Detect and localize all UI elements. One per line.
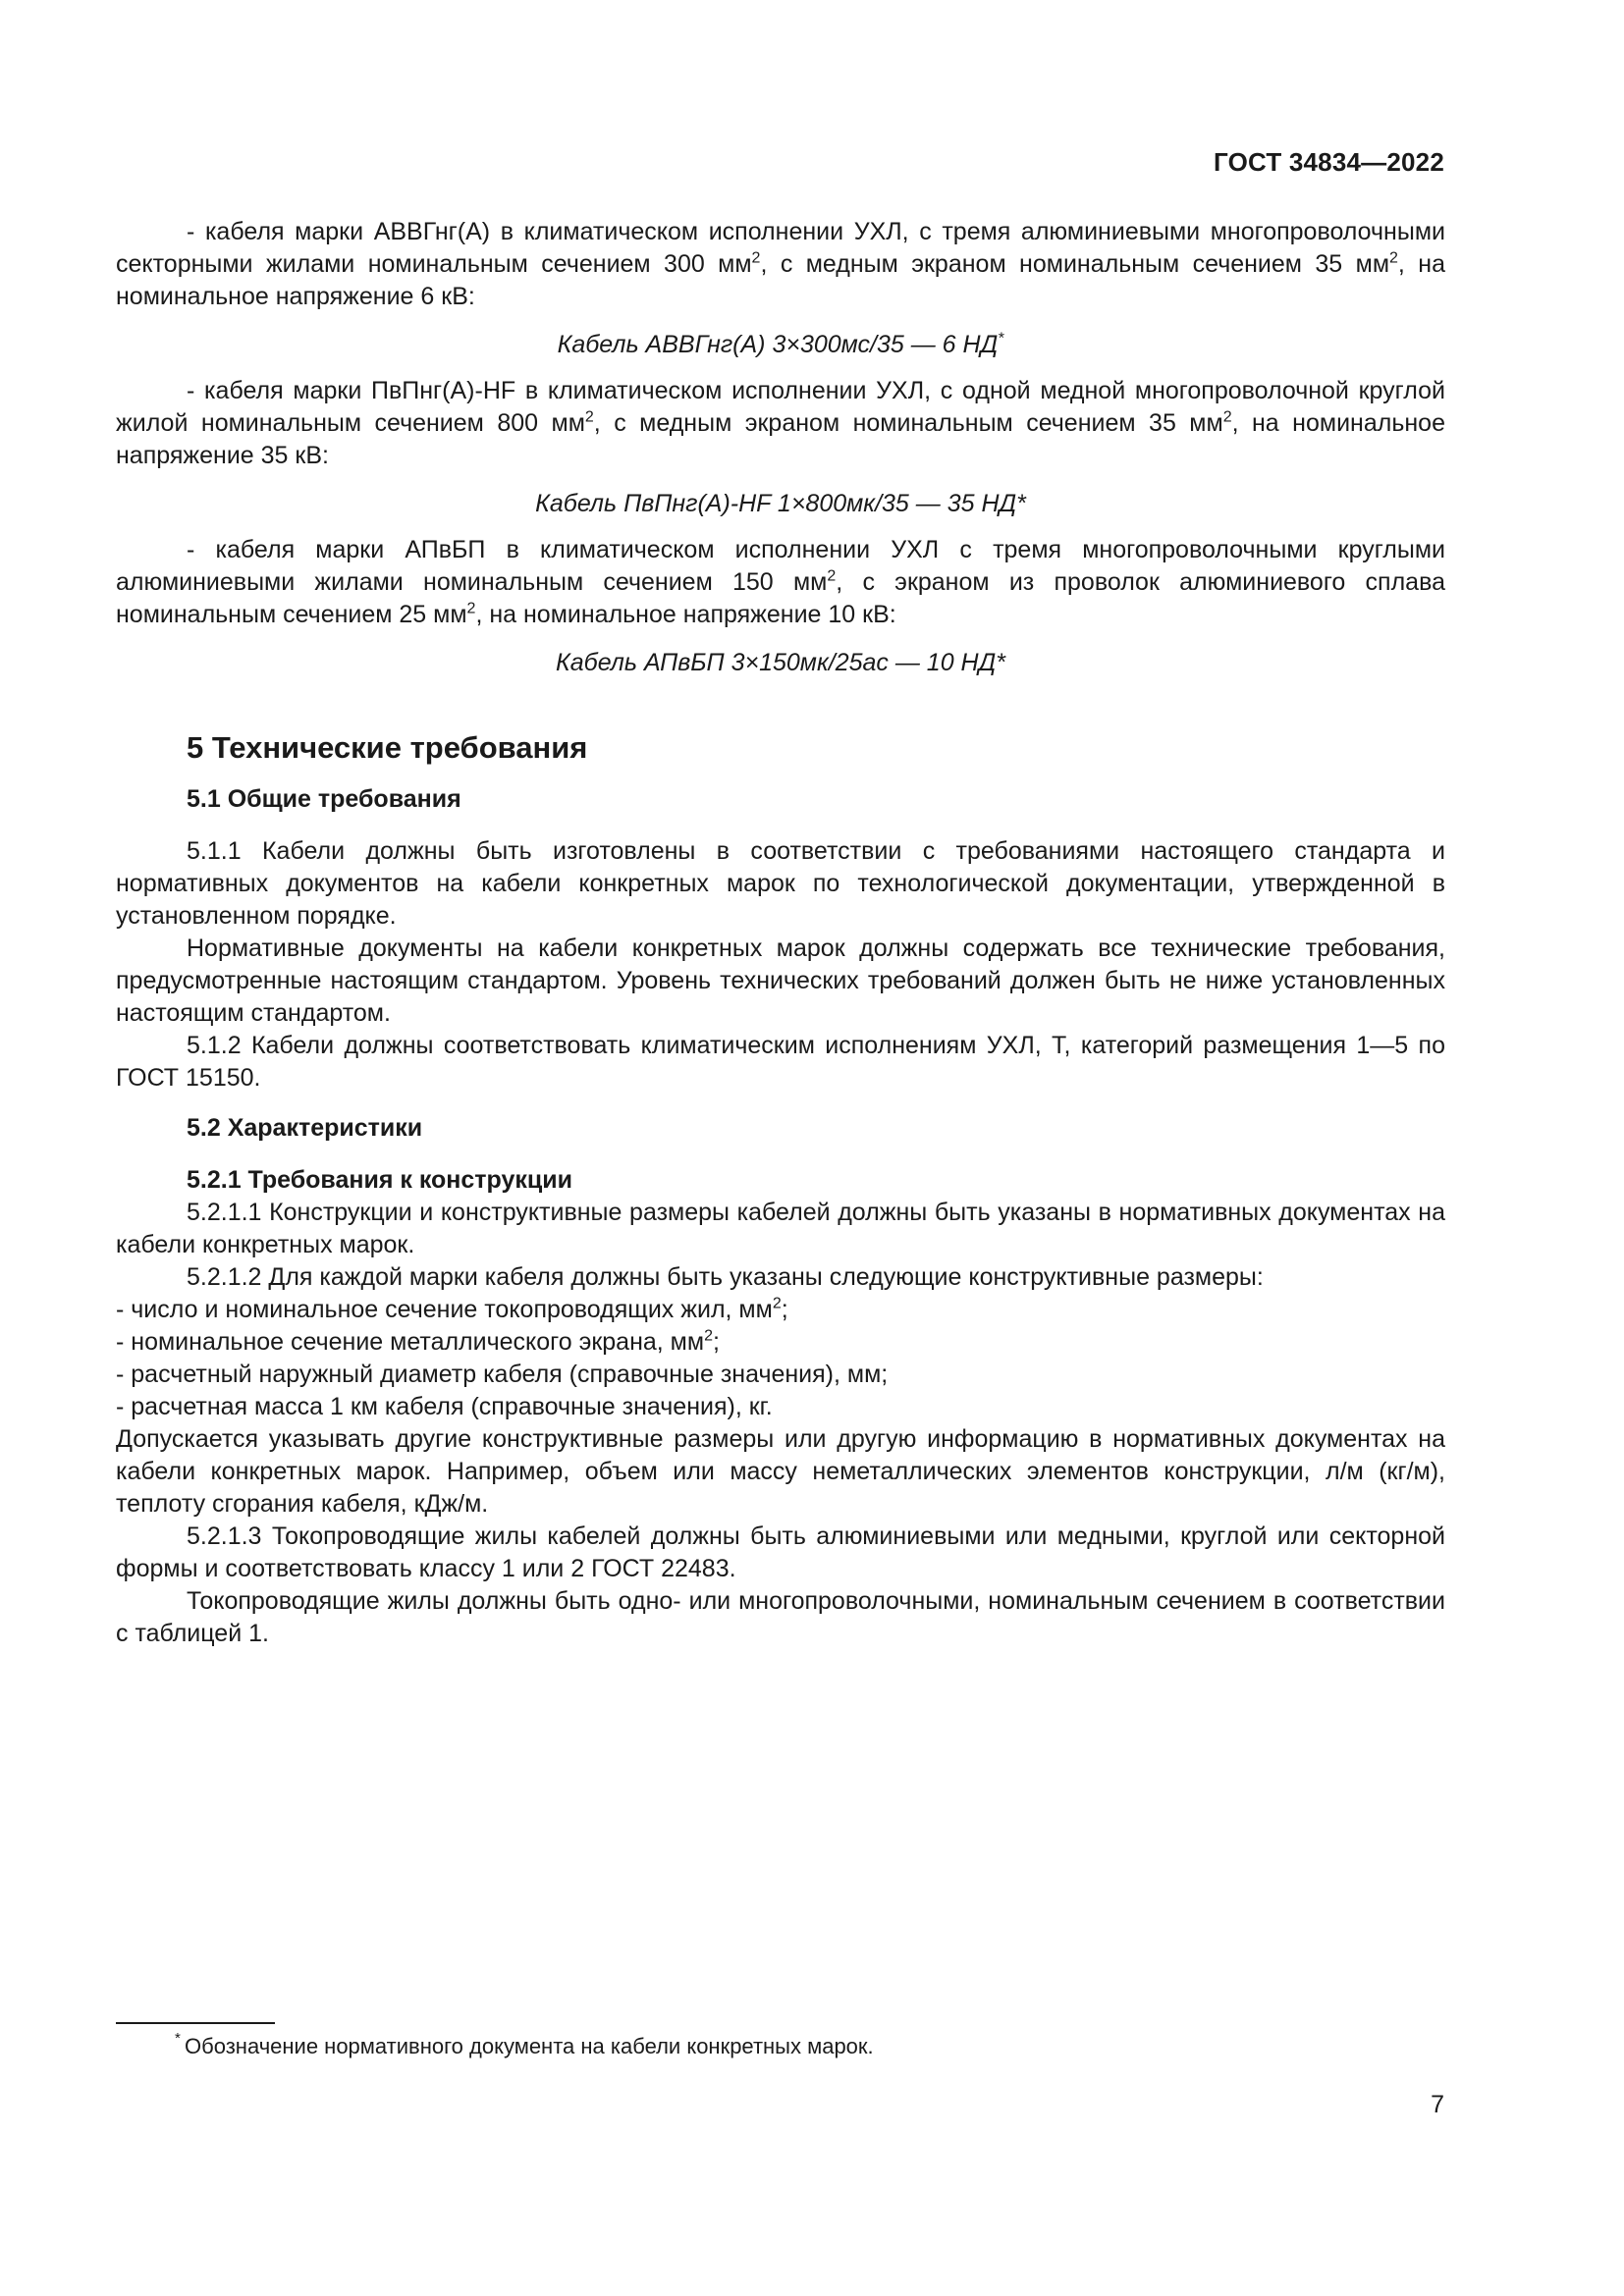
text-run: , на номинальное напряжение 10 кВ: xyxy=(475,601,896,628)
designation-formula: Кабель ПвПнг(А)-HF 1×800мк/35 — 35 НД* xyxy=(535,490,1026,517)
designation-description: - кабеля марки АВВГнг(А) в климатическом исполнении УХЛ, с тремя алюминиевыми многопроволочными секторными жилами номинальным сечением 300 $мм^2$, с медным экраном номинальным сечением 35 $мм^2$, на номинальное напряжение 6 кВ: xyxy=(116,218,1445,310)
page-number: 7 xyxy=(1431,2091,1444,2118)
footnote xyxy=(175,2030,874,2061)
footnote-text: Обозначение нормативного документа на кабели конкретных марок. xyxy=(185,2034,874,2058)
list-item: - число и номинальное сечение токопроводящих жил, $мм^2$; xyxy=(116,1295,788,1323)
paragraph-5-1-2: 5.1.2 Кабели должны соответствовать климатическим исполнениям УХЛ, Т, категорий размещения 1—5 по ГОСТ 15150. xyxy=(116,1032,1445,1092)
paragraph-5-2-1-1: 5.2.1.1 Конструкции и конструктивные размеры кабелей должны быть указаны в нормативных документах на кабели конкретных марок. xyxy=(116,1199,1445,1258)
text-run: , с экраном из проволок алюминиевого сплава номинальным сечением 25 мм xyxy=(116,568,1445,628)
list-item-text: - номинальное сечение металлического экрана, мм xyxy=(116,1328,705,1356)
subsection-title: 5.1 Общие требования xyxy=(187,785,461,813)
list-item-text: - число и номинальное сечение токопроводящих жил, мм xyxy=(116,1296,773,1323)
paragraph: Токопроводящие жилы должны быть одно- или многопроволочными, номинальным сечением в соответствии с таблицей 1. xyxy=(116,1587,1445,1647)
text-run: - кабеля марки ПвПнг(А)-HF в климатическом исполнении УХЛ, с одной медной многопроволочной круглой жилой номинальным сечением 800 мм xyxy=(116,377,1445,437)
text-run: , на номинальное напряжение 35 кВ: xyxy=(116,409,1445,469)
text-run: , с медным экраном номинальным сечением 35 мм xyxy=(593,409,1223,437)
paragraph-5-1-1: 5.1.1 Кабели должны быть изготовлены в соответствии с требованиями настоящего стандарта и нормативных документов на кабели конкретных марок по технологической документации, утвержденной в установленном порядке. xyxy=(116,837,1445,930)
paragraph-5-2-1-3: 5.2.1.3 Токопроводящие жилы кабелей должны быть алюминиевыми или медными, круглой или секторной формы и соответствовать классу 1 или 2 ГОСТ 22483. xyxy=(116,1522,1445,1582)
designation-formula: Кабель АВВГнг(А) 3×300мс/35 — 6 НД* xyxy=(557,330,1004,358)
footnote-divider xyxy=(116,2022,275,2024)
paragraph-5-2-1-2: 5.2.1.2 Для каждой марки кабеля должны быть указаны следующие конструктивные размеры: xyxy=(187,1263,1264,1291)
designation-description: - кабеля марки ПвПнг(А)-HF в климатическом исполнении УХЛ, с одной медной многопроволочной круглой жилой номинальным сечением 800 $мм^2$, с медным экраном номинальным сечением 35 $мм^2$, на номинальное напряжение 35 кВ: xyxy=(116,377,1445,469)
paragraph: Нормативные документы на кабели конкретных марок должны содержать все технические требования, предусмотренные настоящим стандартом. Уровень технических требований должен быть не ниже установленных настоящим стандартом. xyxy=(116,934,1445,1027)
designation-formula: Кабель АПвБП 3×150мк/25ас — 10 НД* xyxy=(556,649,1005,676)
document-body xyxy=(116,216,1445,1650)
subsubsection-title: 5.2.1 Требования к конструкции xyxy=(187,1166,572,1194)
document-code: ГОСТ 34834—2022 xyxy=(1214,147,1444,177)
section-title: 5 Технические требования xyxy=(187,730,588,765)
list-item: - расчетная масса 1 км кабеля (справочные значения), кг. xyxy=(116,1393,773,1420)
list-item: - номинальное сечение металлического экрана, $мм^2$; xyxy=(116,1327,720,1356)
text-run: - кабеля марки АВВГнг(А) в климатическом исполнении УХЛ, с тремя алюминиевыми многопроволочными секторными жилами номинальным сечением 300 мм xyxy=(116,218,1445,278)
paragraph: Допускается указывать другие конструктивные размеры или другую информацию в нормативных документах на кабели конкретных марок. Например, объем или массу неметаллических элементов конструкции, л/м (кг/м), теплоту сгорания кабеля, кДж/м. xyxy=(116,1425,1445,1518)
text-run: , на номинальное напряжение 6 кВ: xyxy=(116,250,1445,310)
subsection-title: 5.2 Характеристики xyxy=(187,1114,423,1142)
footnote-mark: * xyxy=(175,2030,181,2047)
designation-description: - кабеля марки АПвБП в климатическом исполнении УХЛ с тремя многопроволочными круглыми алюминиевыми жилами номинальным сечением 150 $мм^2$, с экраном из проволок алюминиевого сплава номинальным сечением 25 $мм^2$, на номинальное напряжение 10 кВ: xyxy=(116,536,1445,628)
list-item: - расчетный наружный диаметр кабеля (справочные значения), мм; xyxy=(116,1361,889,1388)
formula-text: Кабель АВВГнг(А) 3×300мс/35 — 6 НД xyxy=(557,331,999,358)
text-run: - кабеля марки АПвБП в климатическом исполнении УХЛ с тремя многопроволочными круглыми алюминиевыми жилами номинальным сечением 150 мм xyxy=(116,536,1445,596)
text-run: , с медным экраном номинальным сечением 35 мм xyxy=(760,250,1390,278)
